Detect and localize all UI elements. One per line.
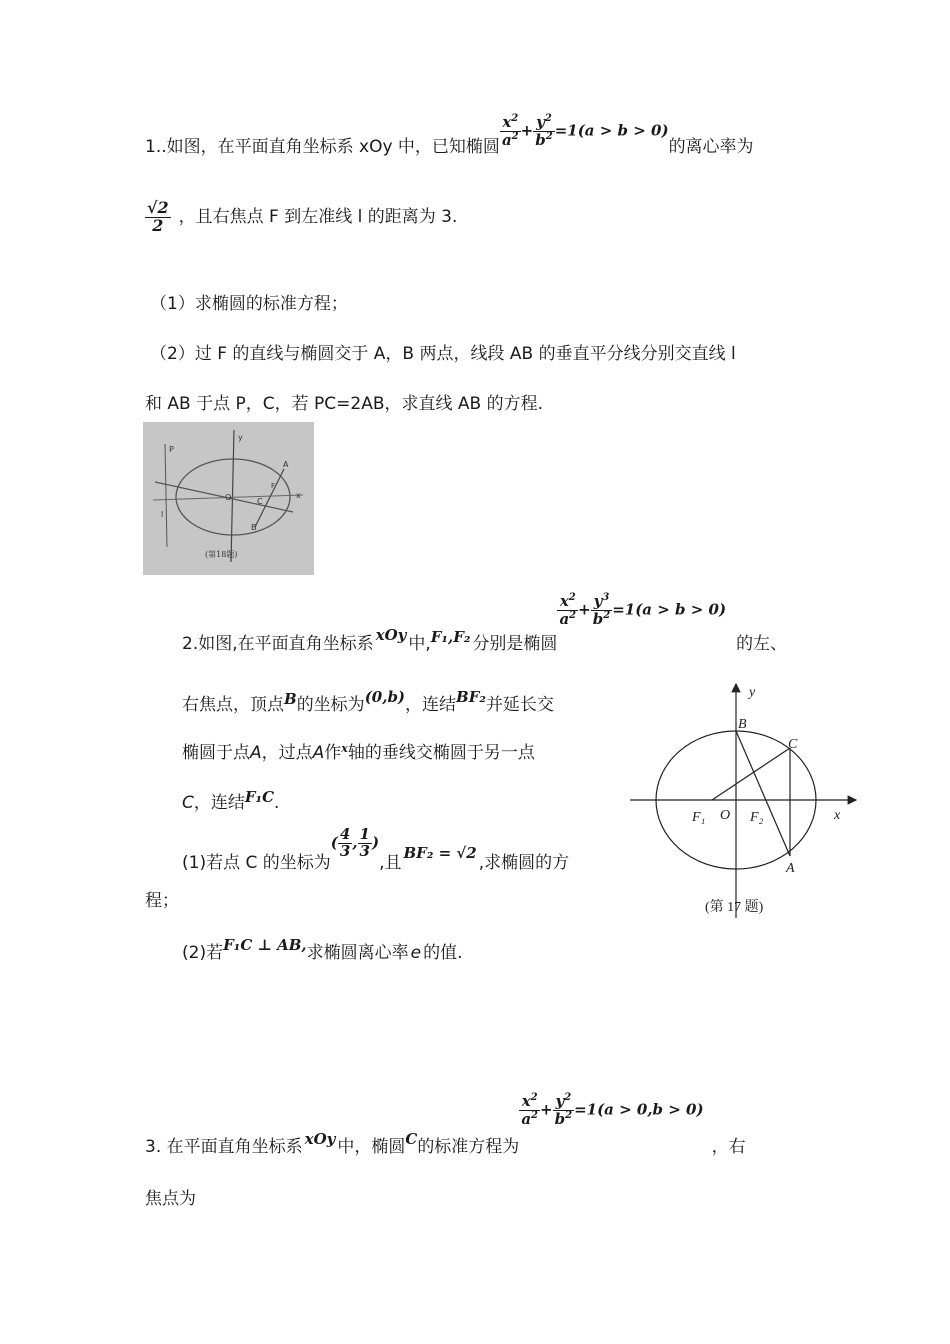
p2-var-a2: A — [312, 743, 325, 763]
fig2-caption: (第 17 题) — [705, 900, 764, 915]
p3-var-c: C — [405, 1130, 418, 1148]
p1-ellipse-equation: $\frac{x^2}{a^2}$ + $\frac{y^2}{b^2}$ =1(a > b > 0) — [501, 112, 669, 149]
p2-var-e: e — [410, 943, 422, 963]
fig2-label-o: O — [720, 808, 731, 823]
p1-line2 — [145, 200, 457, 260]
p2-text-a2: 中, — [408, 634, 431, 654]
p2-bf2-eq: BF₂ = √2 — [403, 844, 477, 862]
p1-text-line2: ，且右焦点 F 到左准线 l 的距离为 3. — [178, 207, 458, 228]
p2-line1 — [182, 591, 788, 660]
fig2-label-x: x — [834, 808, 841, 823]
p2-line7 — [182, 938, 463, 963]
p2-figure — [630, 678, 865, 923]
p2-line3 — [182, 738, 535, 763]
p3-line2: 焦点为 — [145, 1189, 196, 1209]
p2-xoy: xOy — [375, 626, 407, 644]
p2-bf2: BF₂ — [456, 688, 486, 706]
fig1-label-y: y — [238, 433, 243, 442]
p2-text-a1: 2.如图,在平面直角坐标系 — [182, 634, 374, 654]
fig2-label-y: y — [749, 685, 756, 700]
fig2-label-c: C — [788, 737, 798, 752]
p2-text-c4: 轴的垂线交椭圆于另一点 — [347, 743, 535, 763]
p2-text-e2: ,且 — [379, 853, 402, 873]
p2-text-d2: ，连结 — [193, 793, 245, 813]
p2-var-x: x — [341, 742, 348, 755]
fig1-label-f: F — [271, 482, 276, 490]
p1-figure-diagram — [143, 422, 314, 575]
p2-text-c1: 椭圆于点 — [182, 743, 250, 763]
p1-figure — [143, 422, 314, 575]
p2-b-coord: (0,b) — [364, 688, 406, 706]
p2-text-f2: 求椭圆离心率 — [306, 943, 409, 963]
p2-text-e3: ,求椭圆的方 — [478, 853, 570, 873]
p2-text-b1: 右焦点，顶点 — [182, 695, 284, 715]
fig1-label-o: O — [225, 493, 232, 502]
fig1-label-p: P — [169, 445, 174, 454]
p2-text-f3: 的值. — [423, 943, 463, 963]
fig2-label-b: B — [738, 717, 747, 732]
p2-perp: F₁C ⊥ AB, — [223, 936, 307, 954]
p2-text-a4: 的左、 — [736, 634, 788, 654]
p1-text-ecc: 的离心率为 — [668, 137, 754, 157]
p2-text-d3: . — [274, 793, 280, 813]
p2-text-b2: 的坐标为 — [296, 695, 365, 715]
p2-text-b4: 并延长交 — [485, 695, 554, 715]
p1-eccentricity-fraction: $\frac{√2}{2}$ — [147, 198, 169, 235]
p2-figure-diagram — [630, 678, 865, 923]
p2-text-b3: ，连结 — [405, 695, 457, 715]
p1-text-intro: 1..如图，在平面直角坐标系 xOy 中，已知椭圆 — [145, 137, 500, 157]
p3-line1 — [145, 1091, 746, 1158]
p2-f1c: F₁C — [244, 788, 275, 806]
fig2-label-f1: F₁ — [692, 810, 706, 825]
fig1-caption: (第18题) — [205, 550, 238, 559]
p1-question2-line2: 和 AB 于点 P，C，若 PC=2AB，求直线 AB 的方程. — [145, 394, 544, 414]
fig2-label-f2: F₂ — [750, 810, 764, 825]
p1-question1: （1）求椭圆的标准方程； — [150, 294, 348, 314]
fig1-label-l: l — [161, 510, 164, 519]
fig1-label-b: B — [251, 523, 257, 532]
p2-c-coord: ( $\frac{4}{3}$ , $\frac{1}{3}$ ) — [330, 824, 380, 860]
p3-text-a4: ，右 — [711, 1137, 746, 1157]
p3-text-a1: 3. 在平面直角坐标系 — [145, 1137, 303, 1157]
p3-ellipse-equation: $\frac{x^2}{a^2}$ + $\frac{y^2}{b^2}$ =1(a > 0,b > 0) — [521, 1091, 704, 1128]
p2-line6: 程； — [145, 891, 179, 911]
p2-text-c3: 作 — [324, 743, 342, 763]
p3-text-a3: 的标准方程为 — [417, 1137, 520, 1157]
p2-line4 — [182, 788, 279, 813]
p2-ellipse-equation: $\frac{x^2}{a^2}$ + $\frac{y^3}{b^2}$ =1(a > b > 0) — [559, 591, 727, 628]
fig2-label-a: A — [786, 861, 795, 876]
p1-line1 — [145, 112, 754, 182]
p2-text-e1: (1)若点 C 的坐标为 — [182, 853, 331, 873]
fig1-label-a: A — [283, 460, 289, 469]
fig1-label-x: x — [296, 491, 301, 500]
p2-text-c2: ，过点 — [261, 743, 313, 763]
fig1-label-c: C — [257, 497, 263, 506]
p2-var-b: B — [284, 690, 297, 708]
p2-f1f2: F₁,F₂ — [430, 628, 471, 646]
p2-text-f1: (2)若 — [182, 943, 224, 963]
p2-line2 — [182, 690, 554, 715]
p1-question2-line1: （2）过 F 的直线与椭圆交于 A，B 两点，线段 AB 的垂直平分线分别交直线 l — [150, 344, 736, 364]
p2-line5 — [182, 824, 570, 876]
p2-var-a: A — [250, 743, 262, 763]
p3-text-a2: 中，椭圆 — [337, 1137, 406, 1157]
p2-var-c: C — [182, 793, 194, 813]
p3-xoy: xOy — [304, 1130, 336, 1148]
p2-text-a3: 分别是椭圆 — [472, 634, 558, 654]
